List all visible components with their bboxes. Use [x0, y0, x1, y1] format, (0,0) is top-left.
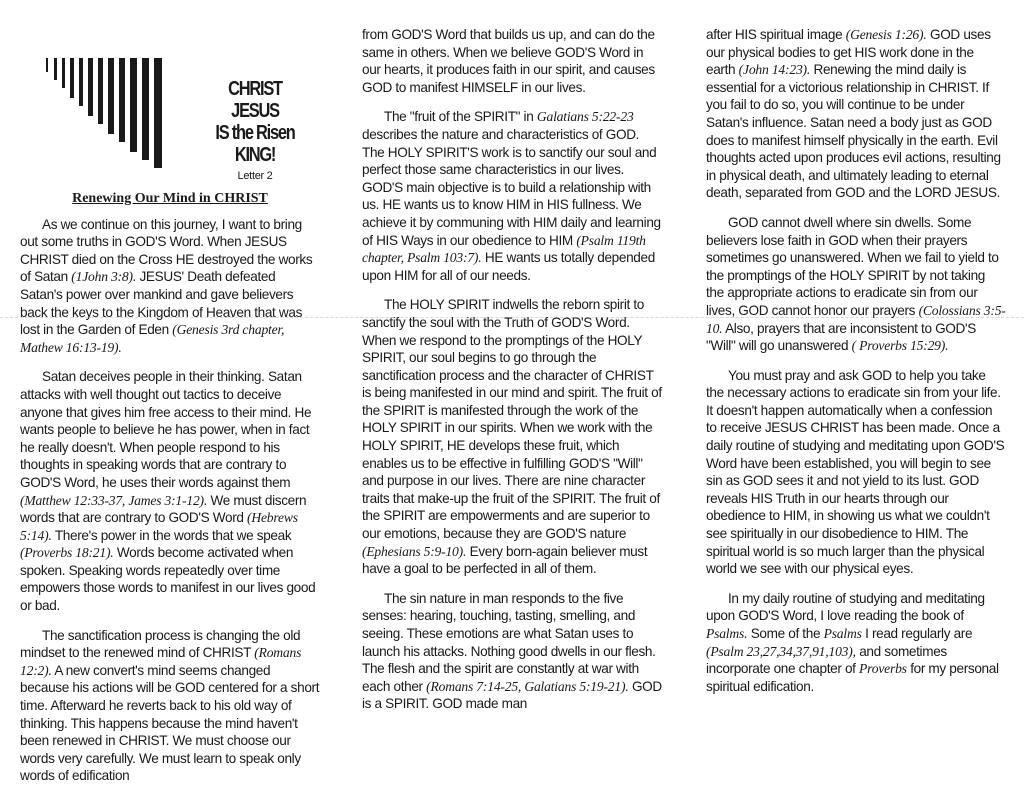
letter-header: [20, 0, 320, 190]
paragraph: GOD cannot dwell where sin dwells. Some believers lose faith in GOD when their prayers sometimes go unanswered. When we fail to yield to the promptings of the HOLY SPIRIT by not taking the appropriate actions to eradicate sin from our lives, GOD cannot honor our prayers (Colossians 3:5-10. Also, prayers that are inconsistent to GOD'S "Will" will go unanswered ( Proverbs 15:29).: [706, 214, 1006, 354]
scripture-reference: Proverbs: [859, 661, 907, 677]
paragraph: The sin nature in man responds to the five senses: hearing, touching, tasting, smelling, and seeing. These emotions are what Satan uses to launch his attacks. Nothing good dwells in our flesh. The flesh and the spirit are constantly at war with each other (Romans 7:14-25, Galatians 5:19-21). GOD is a SPIRIT. GOD made man: [362, 590, 662, 712]
scripture-reference: Psalms.: [706, 626, 748, 641]
paragraph: As we continue on this journey, I want to bring out some truths in GOD'S Word. When JESUS CHRIST died on the Cross HE destroyed the works of Satan (1John 3:8). JESUS' Death defeated Satan's power over mankind and gave believers back the keys to the Kingdom of Heaven that was lost in the Garden of Eden (Genesis 3rd chapter, Mathew 16:13-19).: [20, 216, 313, 355]
section-heading: Renewing Our Mind in CHRIST: [72, 191, 268, 206]
letter-title: [200, 78, 310, 186]
column-1: [20, 0, 320, 785]
paragraph: The sanctification process is changing the old mindset to the renewed mind of CHRIST (Romans 12:2). A new convert's mind seems changed because his actions will be GOD centered for a short time. Afterward he reverts back to his old way of thinking. This happens because the mind haven't been renewed in CHRIST. We must choose our words very carefully. We must learn to speak only words of edification: [20, 627, 320, 784]
scripture-reference: (Hebrews 5:14).: [20, 510, 298, 543]
scripture-reference: (Psalm 119th chapter, Psalm 103:7).: [362, 232, 646, 266]
scripture-reference: (Proverbs 18:21).: [20, 545, 114, 561]
title-line-3: KING!: [234, 144, 276, 166]
scripture-reference: Galatians 5:22-23: [536, 109, 634, 125]
scripture-reference: (Psalm 23,27,34,37,91,103),: [706, 643, 856, 659]
paragraph: The "fruit of the SPIRIT" in Galatians 5:22-23 describes the nature and characteristics of GOD. The HOLY SPIRIT'S work is to sanctify our soul and perfect those same characteristics in our lives. GOD'S main objective is to build a relationship with us. HE wants us to know HIM in HIS fullness. We achieve it by communing with HIM daily and learning of HIS Ways in our obedience to HIM (Psalm 119th chapter, Psalm 103:7). HE wants us totally depended upon HIM for all of our needs.: [362, 109, 661, 283]
paragraph: The HOLY SPIRIT indwells the reborn spirit to sanctify the soul with the Truth of GOD'S Word. When we respond to the promptings of the HOLY SPIRIT, our soul begins to go through the sanctification process and the character of CHRIST is being manifested in our mind and spirit. The fruit of the SPIRIT is manifested through the work of the HOLY SPIRIT in our spirits. When we work with the HOLY SPIRIT, HE develops these fruit, which enables us to be effective in fulfilling GOD'S "Will" and purpose in our lives. There are nine character traits that make-up the fruit of the SPIRIT. The fruit of the SPIRIT are empowerments and are superior to our emotions, because they are GOD'S nature (Ephesians 5:9-10). Every born-again believer must have a goal to be perfected in all of them.: [362, 297, 662, 577]
scripture-reference: (Ephesians 5:9-10).: [362, 543, 467, 559]
scripture-reference: (Matthew 12:33-37, James 3:1-12).: [20, 492, 208, 508]
title-line-1: CHRIST JESUS: [228, 78, 282, 122]
scripture-reference: (Genesis 1:26).: [845, 27, 927, 42]
scripture-reference: Psalms: [823, 626, 862, 641]
paragraph: from GOD'S Word that builds us up, and can do the same in others. When we believe GOD'S Word in our hearts, it produces faith in our spirit, and causes GOD to manifest HIMSELF in our lives.: [362, 27, 655, 95]
column-3: [706, 26, 1006, 785]
column-2: [362, 26, 662, 785]
paragraph: In my daily routine of studying and meditating upon GOD'S Word, I love reading the book of Psalms. Some of the Psalms I read regularly are (Psalm 23,27,34,37,91,103), and sometimes incorporate one chapter of Proverbs for my personal spiritual edification.: [706, 590, 999, 694]
title-line-2: IS the Risen: [215, 122, 295, 144]
scripture-reference: (Romans 7:14-25, Galatians 5:19-21).: [426, 678, 629, 694]
scripture-reference: (Colossians 3:5-10.: [706, 302, 1006, 336]
scripture-reference: (Romans 12:2).: [20, 645, 302, 678]
paragraph: after HIS spiritual image (Genesis 1:26). GOD uses our physical bodies to get HIS work done in the earth (John 14:23). Renewing the mind daily is essential for a victorious relationship in CHRIST. If you fail to do so, you will continue to be under Satan's influence. Satan need a body just as GOD does to manifest himself physically in the earth. Evil thoughts acted upon produces evil actions, resulting in physical death, and ultimately leading to eternal death, separated from GOD and the LORD JESUS.: [706, 27, 1001, 201]
paragraph: Satan deceives people in their thinking. Satan attacks with well thought out tactics to deceive anyone that gives him free access to their mind. He wants people to believe he has power, when in fact he really doesn't. When people respond to his thoughts in speaking words that are contrary to GOD'S Word, he uses their words against them (Matthew 12:33-37, James 3:1-12). We must discern words that are contrary to GOD'S Word (Hebrews 5:14). There's power in the words that we speak (Proverbs 18:21). Words become activated when spoken. Speaking words repeatedly over time empowers those words to manifest in our lives good or bad.: [20, 369, 316, 614]
vertical-bars-logo: [46, 58, 166, 168]
paragraph: You must pray and ask GOD to help you take the necessary actions to eradicate sin from your life. It doesn't happen automatically when a confession to receive JESUS CHRIST has been made. Once a daily routine of studying and meditating upon GOD'S Word have been established, you will begin to see sin as GOD sees it and not yield to its lust. GOD reveals HIS Truth in our hearts through our obedience to HIM, in showing us what we couldn't see spiritually in our disobedience to HIM. The spiritual world is so much larger than the physical world we see with our physical eyes.: [706, 367, 1005, 577]
letter-number: Letter 2: [237, 170, 273, 182]
scripture-reference: (John 14:23).: [738, 62, 811, 78]
scripture-reference: (Genesis 3rd chapter, Mathew 16:13-19).: [20, 322, 285, 355]
scripture-reference: (1John 3:8).: [71, 269, 137, 285]
scripture-reference: ( Proverbs 15:29).: [851, 338, 949, 354]
